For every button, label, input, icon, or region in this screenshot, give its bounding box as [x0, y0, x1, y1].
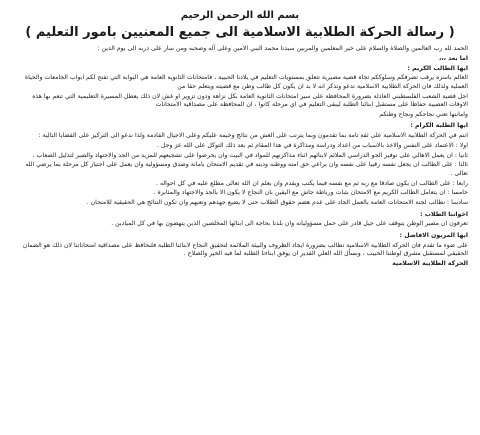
body-paragraph: على ضوء ما تقدم فان الحركة الطلابية الاسلامية تطالب بضرورة ايجاد الظروف والبيئة الملائمة لتحقيق النجاح لابنائنا الطلبة فلنحافظ على مصداقية امتحاناتنا لان ذلك هو الضمان الحقيقي لمستقبل مشرق لوطننا الحبيب ، ونسأل الله العلي القدير ان يوفق ابناءنا الطلبة لما فيه الخير والصلاح . — [22, 241, 468, 257]
basmala-heading: بسم الله الرحمن الرحيم — [180, 10, 300, 21]
signature-line: الحركة الطلابية الاسلامية — [392, 259, 468, 267]
list-item: ثالثا : على الطالب ان يجعل نفسه رقيبا على نفسه وان يراعي حق امته ووطنه ودينه في تقديم الامتحان بامانة وصدق ومسؤولية وان يعمل على اجتياز كل مرحلة بما يرضي الله تعالى . — [25, 161, 468, 177]
section-heading: ايها الطلبة الكرام : — [410, 122, 468, 130]
list-item: سادسا : نطالب لجنة الامتحانات العامة بالعمل الجاد على عدم هضم حقوق الطلاب حتى لا يضيع جهدهم وتعبهم وان تكون النتائج هي الحقيقية للامتحان . — [86, 199, 468, 207]
body-paragraph: تعرفون ان مصير الوطن يتوقف على جيل قادر على حمل مسؤولياته وان بلدنا بحاجة الى ابنائها المخلصين الذين ينهضون بها في كل الميادين . — [111, 220, 468, 228]
section-heading: اما بعد ،،، — [438, 54, 468, 62]
section-heading: ايها الطالب الكريم : — [407, 64, 468, 72]
body-paragraph: اجل قضية الشعب الفلسطيني العادلة بضرورة المحافظة على سير امتحانات الثانوية العامة بكل نزاهة ودون تزوير او غش لان ذلك يعطل المسيرة التعليمية التي تنعم بها هذه الاوقات العصيبة حفاظا على مستقبل ابنائنا الطلبة ليبقى التعليم في اي مرحلة كانوا ، ان المحافظة على مصداقية الامتحانات — [32, 92, 468, 108]
list-item: ثانيا : ان يعمل الاهالي على توفير الجو الدراسي الملائم لابنائهم اثناء مذاكرتهم للمواد في البيت وان يحرصوا على تشجيعهم للمزيد من الجد والاجتهاد والصبر لتذليل الصعاب . — [32, 151, 468, 159]
section-heading: اخواننا الطلاب : — [420, 210, 468, 218]
document-title: ( رسالة الحركة الطلابية الاسلامية الى جميع المعنيين بامور التعليم ) — [25, 25, 455, 40]
opening-paragraph: الحمد لله رب العالمين والصلاة والسلام على خير المعلمين والمربين سيدنا محمد النبي الامين وعلى آله وصحبه ومن سار على دربه الى يوم الدين : — [97, 45, 468, 52]
list-item: اولا : الاعتماد على النفس والاخذ بالاسباب من اعداد ودراسة ومذاكرة في هذا المقام ثم بعد ذلك التوكل على الله عز وجل . — [157, 141, 468, 149]
body-paragraph: العالم باسره يرقب تصرفكم وسلوككم تجاه قضية مصيرية تتعلق بمستويات التعليم في بلادنا الحبيبة ، فامتحانات الثانوية العامة هي البوابة التي تفتح لكم ابواب الجامعات والحياة العملية ولذلك فان الحركة الطلابية الاسلامية تدعو وتذكر انه لا بد ان يكون كل طالب وطن مع قضيته ويتعلم حقا من — [24, 74, 468, 90]
section-heading: ايها المربون الافاضل : — [399, 231, 468, 239]
body-paragraph: وامانتها تعني نجاحكم ونجاح وطنكم — [379, 110, 468, 118]
list-item: خامسا : ان يتعامل الطالب الكريم مع الامتحان بثبات ورباطة جاش مع اليقين بان النجاح لا يكون الا بالجد والاجتهاد والمثابرة . — [153, 189, 468, 197]
list-item: رابعا : على الطالب ان يكون صادقا مع ربه ثم مع نفسه فيما يكتب ويقدم وان يعلم ان الله تعالى مطلع عليه في كل احواله . — [156, 179, 468, 187]
body-paragraph: انتم في الحركة الطلابية الاسلامية على ثقة تامة بما تقدمون وبما يترتب على الغش من نتائج وخيمة عليكم وعلى الاجيال القادمة ولذا ندعو الى التركيز على القضايا التالية : — [38, 132, 468, 139]
document-body — [12, 45, 468, 268]
